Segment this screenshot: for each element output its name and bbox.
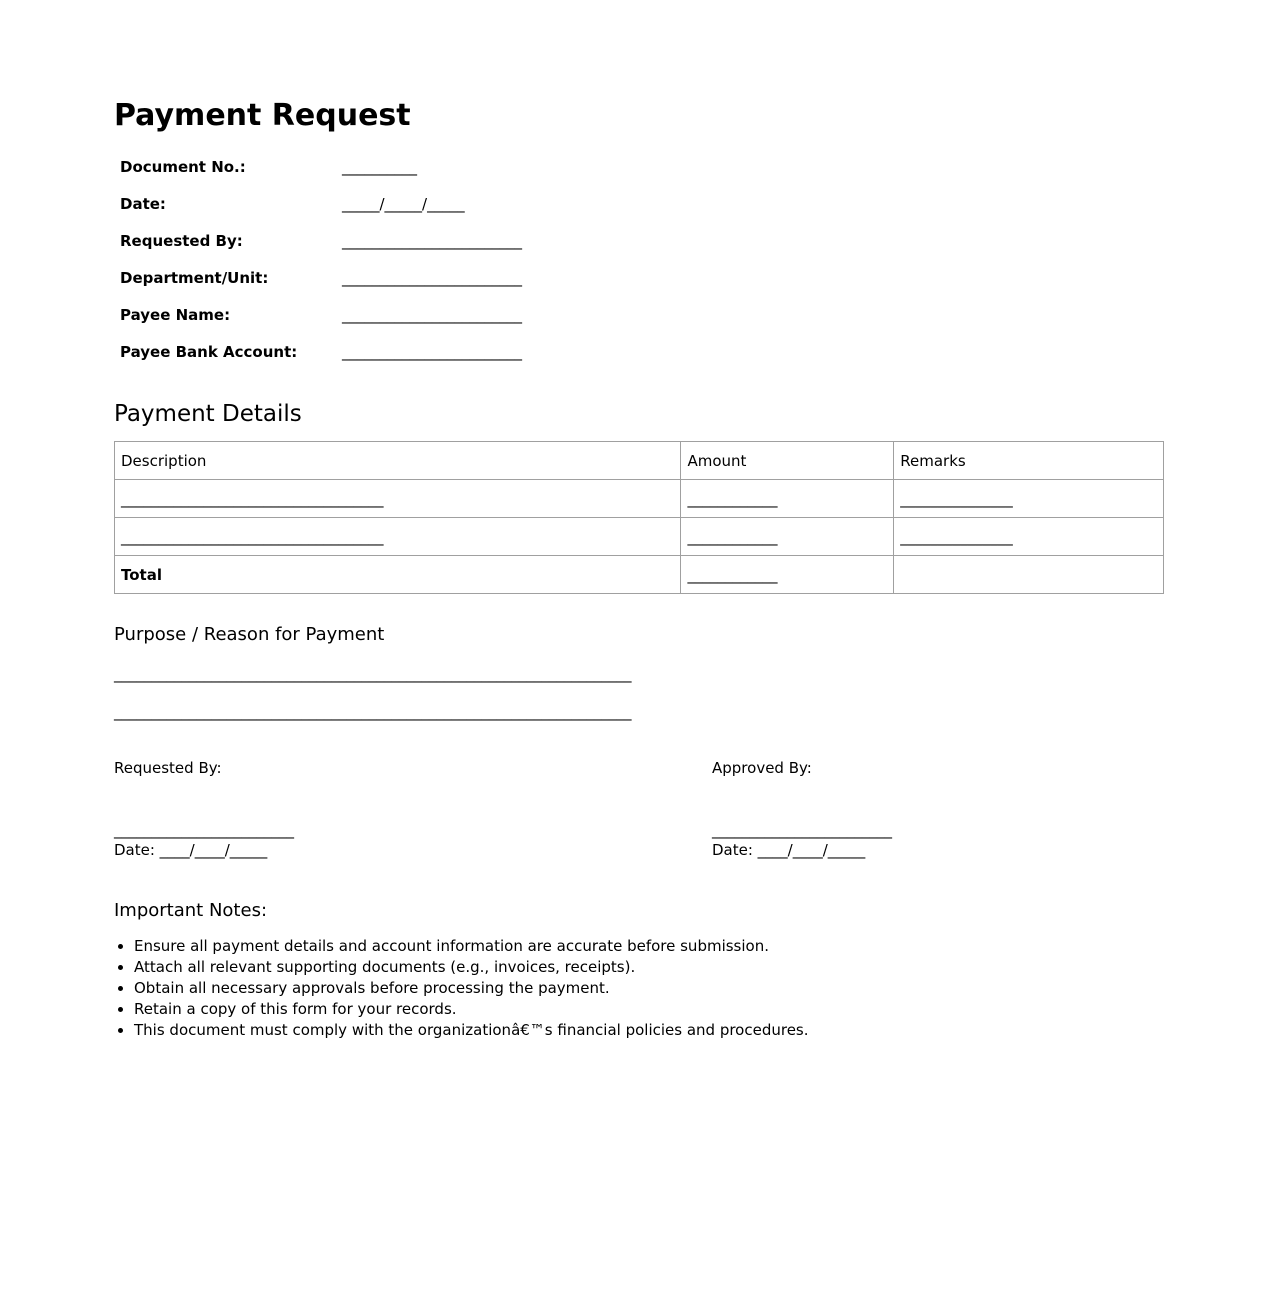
total-label: Total: [115, 556, 681, 594]
requested-by-label: Requested By:: [114, 759, 222, 777]
approved-by-signature-line[interactable]: ________________________: [712, 821, 892, 839]
info-value-blank[interactable]: _____/_____/_____: [342, 194, 465, 213]
purpose-line[interactable]: _____________________________________________________________________: [114, 665, 632, 683]
column-header-remarks: Remarks: [894, 442, 1164, 480]
info-row-department: [114, 259, 528, 296]
info-row-date: [114, 185, 528, 222]
purpose-heading: Purpose / Reason for Payment: [114, 624, 385, 645]
requested-by-signature-block: [114, 758, 294, 860]
info-row-payee-bank-account: [114, 333, 528, 370]
document-title: Payment Request: [114, 98, 411, 133]
payment-details-heading: Payment Details: [114, 401, 302, 427]
info-label: Document No.:: [120, 157, 246, 176]
info-value-blank[interactable]: ________________________: [342, 342, 522, 361]
payment-details-table: [114, 441, 1164, 594]
info-value-blank[interactable]: ________________________: [342, 305, 522, 324]
info-value-blank[interactable]: ________________________: [342, 231, 522, 250]
list-item: • This document must comply with the organizationâ€™s financial policies and procedures.: [134, 1020, 809, 1041]
important-notes-heading: Important Notes:: [114, 900, 268, 921]
amount-cell[interactable]: ____________: [681, 518, 894, 556]
list-item: • Ensure all payment details and account information are accurate before submission.: [134, 936, 809, 957]
requested-by-signature-line[interactable]: ________________________: [114, 821, 294, 839]
info-label: Date:: [120, 194, 166, 213]
notes-list: [114, 936, 809, 1041]
info-value-blank[interactable]: __________: [342, 157, 417, 176]
approved-by-date[interactable]: Date: ____/____/_____: [712, 841, 866, 859]
description-cell[interactable]: ___________________________________: [115, 480, 681, 518]
table-header-row: [115, 442, 1164, 480]
total-row: [115, 556, 1164, 594]
info-label: Requested By:: [120, 231, 243, 250]
list-item: • Obtain all necessary approvals before processing the payment.: [134, 978, 809, 999]
column-header-amount: Amount: [681, 442, 894, 480]
list-item: • Attach all relevant supporting documents (e.g., invoices, receipts).: [134, 957, 809, 978]
list-item: • Retain a copy of this form for your records.: [134, 999, 809, 1020]
info-fields-table: [114, 148, 528, 370]
remarks-cell[interactable]: _______________: [894, 480, 1164, 518]
info-label: Department/Unit:: [120, 268, 269, 287]
requested-by-date[interactable]: Date: ____/____/_____: [114, 841, 268, 859]
column-header-description: Description: [115, 442, 681, 480]
purpose-line[interactable]: _____________________________________________________________________: [114, 703, 632, 721]
remarks-cell[interactable]: _______________: [894, 518, 1164, 556]
info-row-requested-by: [114, 222, 528, 259]
info-row-payee-name: [114, 296, 528, 333]
approved-by-signature-block: [712, 758, 892, 860]
total-remarks-cell: [894, 556, 1164, 594]
info-label: Payee Bank Account:: [120, 342, 298, 361]
approved-by-label: Approved By:: [712, 759, 812, 777]
total-amount-cell[interactable]: ____________: [681, 556, 894, 594]
description-cell[interactable]: ___________________________________: [115, 518, 681, 556]
amount-cell[interactable]: ____________: [681, 480, 894, 518]
table-row: [115, 480, 1164, 518]
info-label: Payee Name:: [120, 305, 231, 324]
table-row: [115, 518, 1164, 556]
info-value-blank[interactable]: ________________________: [342, 268, 522, 287]
info-row-document-no: [114, 148, 528, 185]
